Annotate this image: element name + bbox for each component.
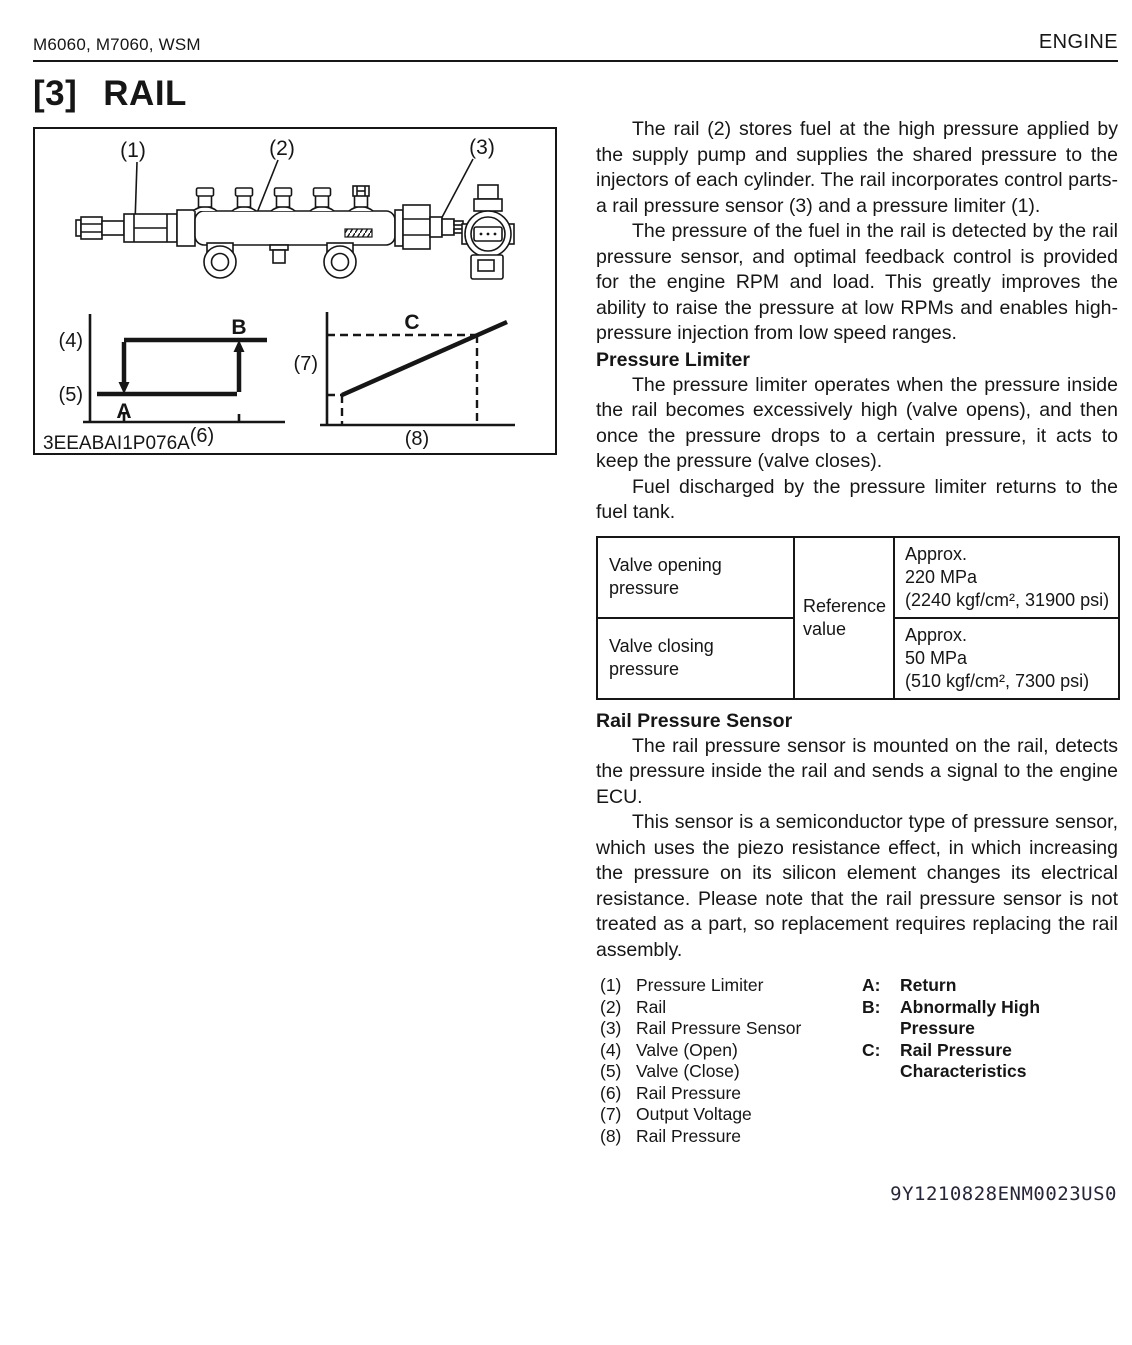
legend-label: Rail Pressure xyxy=(636,1082,742,1103)
legend-item xyxy=(600,1083,860,1105)
legend-item xyxy=(600,1104,860,1126)
value-line: (2240 kgf/cm², 31900 psi) xyxy=(905,589,1110,610)
valve-hysteresis-graph xyxy=(59,314,285,447)
paragraph-sensor-type: This sensor is a semiconductor type of pressure sensor, which uses the piezo resistance effect, in which increasing the pressure on its silicon element changes its electrical resistance. Please note that the rail pressure sensor is not treated as a part, so replacement requires replacing the rail assembly. xyxy=(596,811,1118,961)
graph-left-y-close-label: (5) xyxy=(58,384,83,406)
heading-pressure-limiter: Pressure Limiter xyxy=(596,348,750,371)
legend-num: (8) xyxy=(600,1125,622,1146)
value-line: Approx. xyxy=(905,543,968,564)
legend-num: (3) xyxy=(600,1018,622,1038)
value-line: (510 kgf/cm², 7300 psi) xyxy=(905,670,1090,691)
document-code: 9Y1210828ENM0023US0 xyxy=(890,1183,1117,1205)
graph-left-x-label: (6) xyxy=(189,425,215,447)
paragraph-limiter-operation: The pressure limiter operates when the pressure inside the rail becomes excessively high (valve opens), and then once the pressure drops to a certain pressure, it acts to keep the pressure (valve closes). xyxy=(596,373,1118,472)
paragraph-rail-feedback: The pressure of the fuel in the rail is detected by the rail pressure sensor, and optimal feedback control is provided for the engine RPM and load. This greatly improves the ability to raise the pressure at low RPMs and enables high-pressure injection from low speed ranges. xyxy=(596,220,1118,344)
graph-left-y-open-label: (4) xyxy=(58,330,83,352)
legend-item xyxy=(600,975,860,997)
table-cell-value xyxy=(894,537,1119,618)
paragraph-limiter-return: Fuel discharged by the pressure limiter returns to the fuel tank. xyxy=(596,475,1118,523)
legend-letter-label: Abnormally High Pressure xyxy=(900,996,1041,1038)
legend-item xyxy=(600,1061,860,1083)
sensor-output-graph xyxy=(294,311,515,450)
legend-letter-item xyxy=(862,975,1118,997)
graph-right-y-label: (7) xyxy=(293,353,318,375)
figure-legend xyxy=(596,975,1118,1147)
table-cell-reference: Reference value xyxy=(794,537,894,699)
paragraph-rail-intro: The rail (2) stores fuel at the high pressure applied by the supply pump and supplies the shared pressure to the injectors of each cylinder. The rail incorporates control parts-a rail pressure sensor (3) and a pressure limiter (1). xyxy=(596,118,1118,217)
table-row xyxy=(597,537,1119,618)
legend-num: (6) xyxy=(600,1082,622,1103)
page-title-number: [3] xyxy=(33,74,78,113)
header-model-text: M6060, M7060, WSM xyxy=(33,35,201,54)
legend-label: Rail Pressure xyxy=(636,1125,742,1146)
callout-2-label: (2) xyxy=(269,137,295,160)
header-rule xyxy=(33,60,1118,62)
graph-right-point-c: C xyxy=(404,311,420,334)
value-line: 50 MPa xyxy=(905,647,968,668)
graph-right-x-label: (8) xyxy=(404,428,430,450)
graph-left-point-b: B xyxy=(231,316,247,339)
figure-code: 3EEABAI1P076A xyxy=(43,433,190,453)
legend-letter-key: C: xyxy=(862,1039,881,1060)
legend-label: Rail xyxy=(636,996,667,1017)
table-cell-condition: Valve closing pressure xyxy=(597,618,794,699)
value-line: Approx. xyxy=(905,624,968,645)
rail-body-drawing xyxy=(193,186,395,278)
legend-num: (5) xyxy=(600,1061,622,1081)
legend-letter-key: A: xyxy=(862,975,881,995)
sensor-front-view-drawing xyxy=(462,185,514,279)
graph-left-point-a: A xyxy=(116,400,132,423)
table-cell-condition: Valve opening pressure xyxy=(597,537,794,618)
paragraph-sensor-mounting: The rail pressure sensor is mounted on the rail, detects the pressure inside the rail and sends a signal to the engine ECU. xyxy=(596,734,1118,808)
legend-letter-label: Rail Pressure xyxy=(900,1039,1012,1060)
rail-diagram-drawing xyxy=(35,129,555,453)
legend-item xyxy=(600,1040,860,1062)
legend-letter-item xyxy=(862,997,1118,1040)
legend-number-list xyxy=(600,975,860,1147)
legend-label: Valve (Open) xyxy=(636,1039,738,1060)
page-title xyxy=(33,74,187,114)
table-cell-value xyxy=(894,618,1119,699)
page-title-text: RAIL xyxy=(103,74,187,113)
callout-3-label: (3) xyxy=(469,136,495,159)
valve-pressure-table xyxy=(596,536,1120,700)
rail-pressure-sensor-drawing xyxy=(395,205,463,249)
legend-num: (7) xyxy=(600,1104,622,1124)
header-section-text: ENGINE xyxy=(1038,31,1118,53)
legend-item xyxy=(600,1018,860,1040)
legend-label: Pressure Limiter xyxy=(636,975,764,995)
legend-letter-key: B: xyxy=(862,996,881,1017)
callout-1-label: (1) xyxy=(120,139,146,162)
legend-letter-list xyxy=(862,975,1118,1083)
value-line: 220 MPa xyxy=(905,566,978,587)
legend-letter-item xyxy=(862,1040,1118,1083)
legend-letter-label: Characteristics xyxy=(900,1061,1027,1081)
figure-rail-diagram xyxy=(33,127,557,455)
legend-num: (2) xyxy=(600,996,622,1017)
legend-num: (1) xyxy=(600,975,622,995)
legend-item xyxy=(600,1126,860,1148)
pressure-limiter-drawing xyxy=(76,210,195,246)
legend-label: Output Voltage xyxy=(636,1104,752,1124)
legend-letter-label: Return xyxy=(900,975,957,995)
legend-num: (4) xyxy=(600,1039,622,1060)
legend-item xyxy=(600,997,860,1019)
legend-label: Valve (Close) xyxy=(636,1061,740,1081)
text-column xyxy=(596,117,1118,1147)
heading-rail-pressure-sensor: Rail Pressure Sensor xyxy=(596,709,793,732)
legend-label: Rail Pressure Sensor xyxy=(636,1018,802,1038)
